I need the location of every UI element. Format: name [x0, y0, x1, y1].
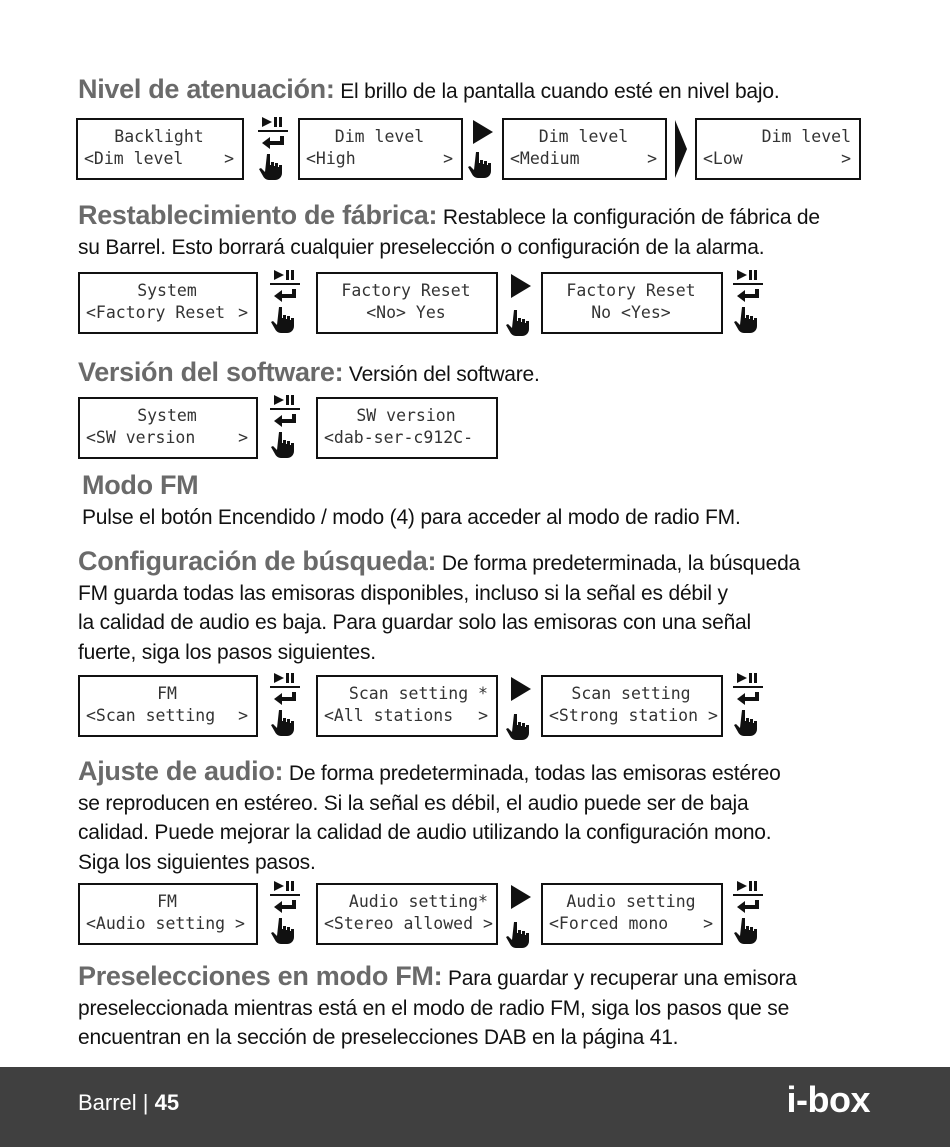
lcd-screen-scan-all-stations	[316, 675, 498, 737]
software-version-text: Versión del software.	[343, 363, 540, 386]
lcd-line-1: Backlight	[114, 127, 204, 146]
lcd-arrow: >	[703, 914, 713, 933]
product-name: Barrel	[78, 1090, 137, 1115]
lcd-screen-fm-audio-setting	[78, 883, 258, 945]
fm-presets-line: encuentran en la sección de preselecciones DAB en la página 41.	[78, 1026, 679, 1049]
scan-setting-line: FM guarda todas las emisoras disponibles, incluso si la señal es débil y	[78, 581, 728, 605]
lcd-screen-audio-stereo-allowed	[316, 883, 498, 945]
divider-line	[270, 283, 300, 285]
play-pause-icon	[270, 879, 302, 893]
lcd-line-2: No <Yes>	[591, 303, 671, 322]
hand-press-icon	[505, 712, 533, 740]
hand-press-icon	[270, 708, 302, 736]
audio-setting-paragraph	[78, 757, 878, 877]
fm-presets-heading: Preselecciones en modo FM:	[78, 961, 443, 991]
lcd-screen-scan-strong-station	[541, 675, 723, 737]
lcd-line-1: Dim level	[334, 127, 425, 146]
lcd-line-2: <High	[306, 149, 356, 168]
hand-press-icon	[505, 308, 533, 336]
hand-press-icon	[733, 916, 765, 944]
brand-logo: i-box	[786, 1079, 870, 1120]
chevron-arrow-icon	[673, 118, 689, 180]
lcd-screen-dim-medium	[502, 118, 667, 180]
hand-press-icon	[505, 920, 533, 948]
enter-return-icon	[733, 690, 765, 708]
hand-press-icon	[270, 430, 302, 458]
fm-mode-heading-block	[82, 470, 882, 501]
lcd-line-2: <All stations	[324, 706, 454, 725]
audio-setting-line: se reproducen en estéreo. Si la señal es débil, el audio puede ser de baja	[78, 791, 749, 815]
lcd-line-2: <Dim level	[84, 149, 184, 168]
audio-setting-text: De forma predeterminada, todas las emisoras estéreo	[283, 762, 781, 785]
enter-return-icon	[733, 898, 765, 916]
hand-press-icon	[270, 916, 302, 944]
lcd-screen-factory-reset-no	[316, 272, 498, 334]
fm-presets-line: preseleccionada mientras está en el modo de radio FM, siga los pasos que se	[78, 996, 790, 1020]
lcd-line-2: <Low	[703, 149, 743, 168]
divider-line	[258, 130, 288, 132]
play-pause-icon	[270, 393, 302, 407]
play-pause-icon	[733, 879, 765, 893]
scan-setting-line: la calidad de audio es baja. Para guardar solo las emisoras con una señal	[78, 611, 751, 634]
scan-setting-line: fuerte, siga los pasos siguientes.	[78, 640, 376, 664]
lcd-arrow: >	[841, 149, 851, 168]
factory-reset-text: Restablece la configuración de fábrica de	[437, 206, 820, 229]
lcd-arrow: >	[238, 428, 248, 447]
lcd-line-1: Factory Reset	[566, 281, 696, 300]
page-number: 45	[154, 1090, 180, 1115]
lcd-arrow: >	[238, 303, 248, 322]
enter-return-icon	[270, 412, 302, 430]
lcd-line-2: <SW version	[86, 428, 196, 447]
audio-setting-line: Siga los siguientes pasos.	[78, 850, 316, 874]
lcd-line-1: Factory Reset	[341, 281, 471, 300]
lcd-screen-factory-reset-yes	[541, 272, 723, 334]
lcd-line-2: <Medium	[510, 149, 580, 168]
factory-reset-text-line2: su Barrel. Esto borrará cualquier preselección o configuración de la alarma.	[78, 235, 765, 259]
lcd-arrow: >	[443, 149, 453, 168]
lcd-screen-backlight	[76, 118, 244, 180]
lcd-arrow: >	[224, 149, 234, 168]
fm-mode-heading: Modo FM	[82, 470, 199, 500]
page-footer	[0, 1067, 950, 1147]
scan-setting-heading: Configuración de búsqueda:	[78, 546, 437, 576]
lcd-line-2: <No> Yes	[366, 303, 446, 322]
button-sequence	[733, 879, 765, 949]
button-sequence	[733, 671, 765, 741]
divider-line	[733, 894, 763, 896]
lcd-arrow: >	[647, 149, 657, 168]
hand-press-icon	[258, 152, 290, 180]
right-triangle-arrow-icon	[509, 883, 533, 911]
lcd-line-2: <Forced mono	[549, 914, 669, 933]
right-triangle-arrow-icon	[509, 272, 533, 300]
lcd-line-1: Scan setting *	[348, 684, 488, 703]
dim-level-paragraph	[78, 75, 878, 107]
divider-line	[733, 686, 763, 688]
play-pause-icon	[258, 115, 290, 129]
enter-return-icon	[733, 287, 765, 305]
divider-line	[270, 686, 300, 688]
fm-presets-paragraph	[78, 962, 878, 1053]
lcd-line-2: <Stereo allowed >	[324, 914, 493, 933]
lcd-screen-dim-high	[298, 118, 463, 180]
button-sequence	[270, 268, 302, 338]
hand-press-icon	[733, 708, 765, 736]
lcd-line-1: Audio setting	[566, 892, 696, 911]
dim-level-text: El brillo de la pantalla cuando esté en nivel bajo.	[334, 80, 780, 103]
button-sequence	[733, 268, 765, 338]
scan-setting-text: De forma predeterminada, la búsqueda	[436, 552, 801, 575]
factory-reset-paragraph	[78, 201, 878, 262]
lcd-arrow: >	[238, 706, 248, 725]
play-pause-icon	[733, 268, 765, 282]
play-pause-icon	[270, 671, 302, 685]
right-triangle-arrow-icon	[509, 675, 533, 703]
software-version-paragraph	[78, 358, 878, 390]
enter-return-icon	[270, 690, 302, 708]
right-triangle-arrow-icon	[471, 118, 495, 146]
software-version-heading: Versión del software:	[78, 357, 344, 387]
button-sequence	[258, 115, 290, 185]
lcd-arrow: >	[478, 706, 488, 725]
lcd-line-2: <Strong station >	[549, 706, 718, 725]
button-sequence	[270, 393, 302, 463]
factory-reset-heading: Restablecimiento de fábrica:	[78, 200, 438, 230]
footer-separator: |	[136, 1090, 155, 1115]
lcd-screen-dim-low	[695, 118, 861, 180]
lcd-line-1: Scan setting	[571, 684, 691, 703]
divider-line	[733, 283, 763, 285]
lcd-line-1: SW version	[356, 406, 456, 425]
enter-return-icon	[270, 287, 302, 305]
enter-return-icon	[270, 898, 302, 916]
lcd-screen-fm-scan-setting	[78, 675, 258, 737]
lcd-line-2: <Scan setting	[86, 706, 216, 725]
button-sequence	[270, 879, 302, 949]
divider-line	[270, 894, 300, 896]
play-pause-icon	[733, 671, 765, 685]
hand-press-icon	[733, 305, 765, 333]
audio-setting-line: calidad. Puede mejorar la calidad de audio utilizando la configuración mono.	[78, 821, 772, 844]
hand-press-icon	[270, 305, 302, 333]
lcd-line-2: <Audio setting >	[86, 914, 245, 933]
lcd-screen-sw-version-value	[316, 397, 498, 459]
button-sequence	[270, 671, 302, 741]
play-pause-icon	[270, 268, 302, 282]
divider-line	[270, 408, 300, 410]
scan-setting-paragraph	[78, 547, 878, 667]
page-number-label	[78, 1090, 179, 1116]
audio-setting-heading: Ajuste de audio:	[78, 756, 284, 786]
lcd-screen-audio-forced-mono	[541, 883, 723, 945]
lcd-line-1: Dim level	[761, 127, 851, 146]
lcd-line-1: FM	[157, 684, 177, 703]
lcd-line-1: System	[137, 406, 197, 425]
lcd-line-2: <Factory Reset	[86, 303, 226, 322]
lcd-line-1: FM	[157, 892, 177, 911]
enter-return-icon	[258, 134, 290, 152]
lcd-line-1: System	[137, 281, 197, 300]
hand-press-icon	[467, 150, 495, 178]
lcd-line-1: Dim level	[538, 127, 629, 146]
fm-mode-text: Pulse el botón Encendido / modo (4) para acceder al modo de radio FM.	[82, 506, 741, 529]
lcd-screen-system-factory-reset	[78, 272, 258, 334]
dim-level-heading: Nivel de atenuación:	[78, 74, 335, 104]
lcd-screen-system-sw-version	[78, 397, 258, 459]
lcd-line-1: Audio setting*	[348, 892, 488, 911]
fm-presets-text: Para guardar y recuperar una emisora	[442, 967, 797, 990]
lcd-line-2: <dab-ser-c912C-	[324, 428, 474, 447]
